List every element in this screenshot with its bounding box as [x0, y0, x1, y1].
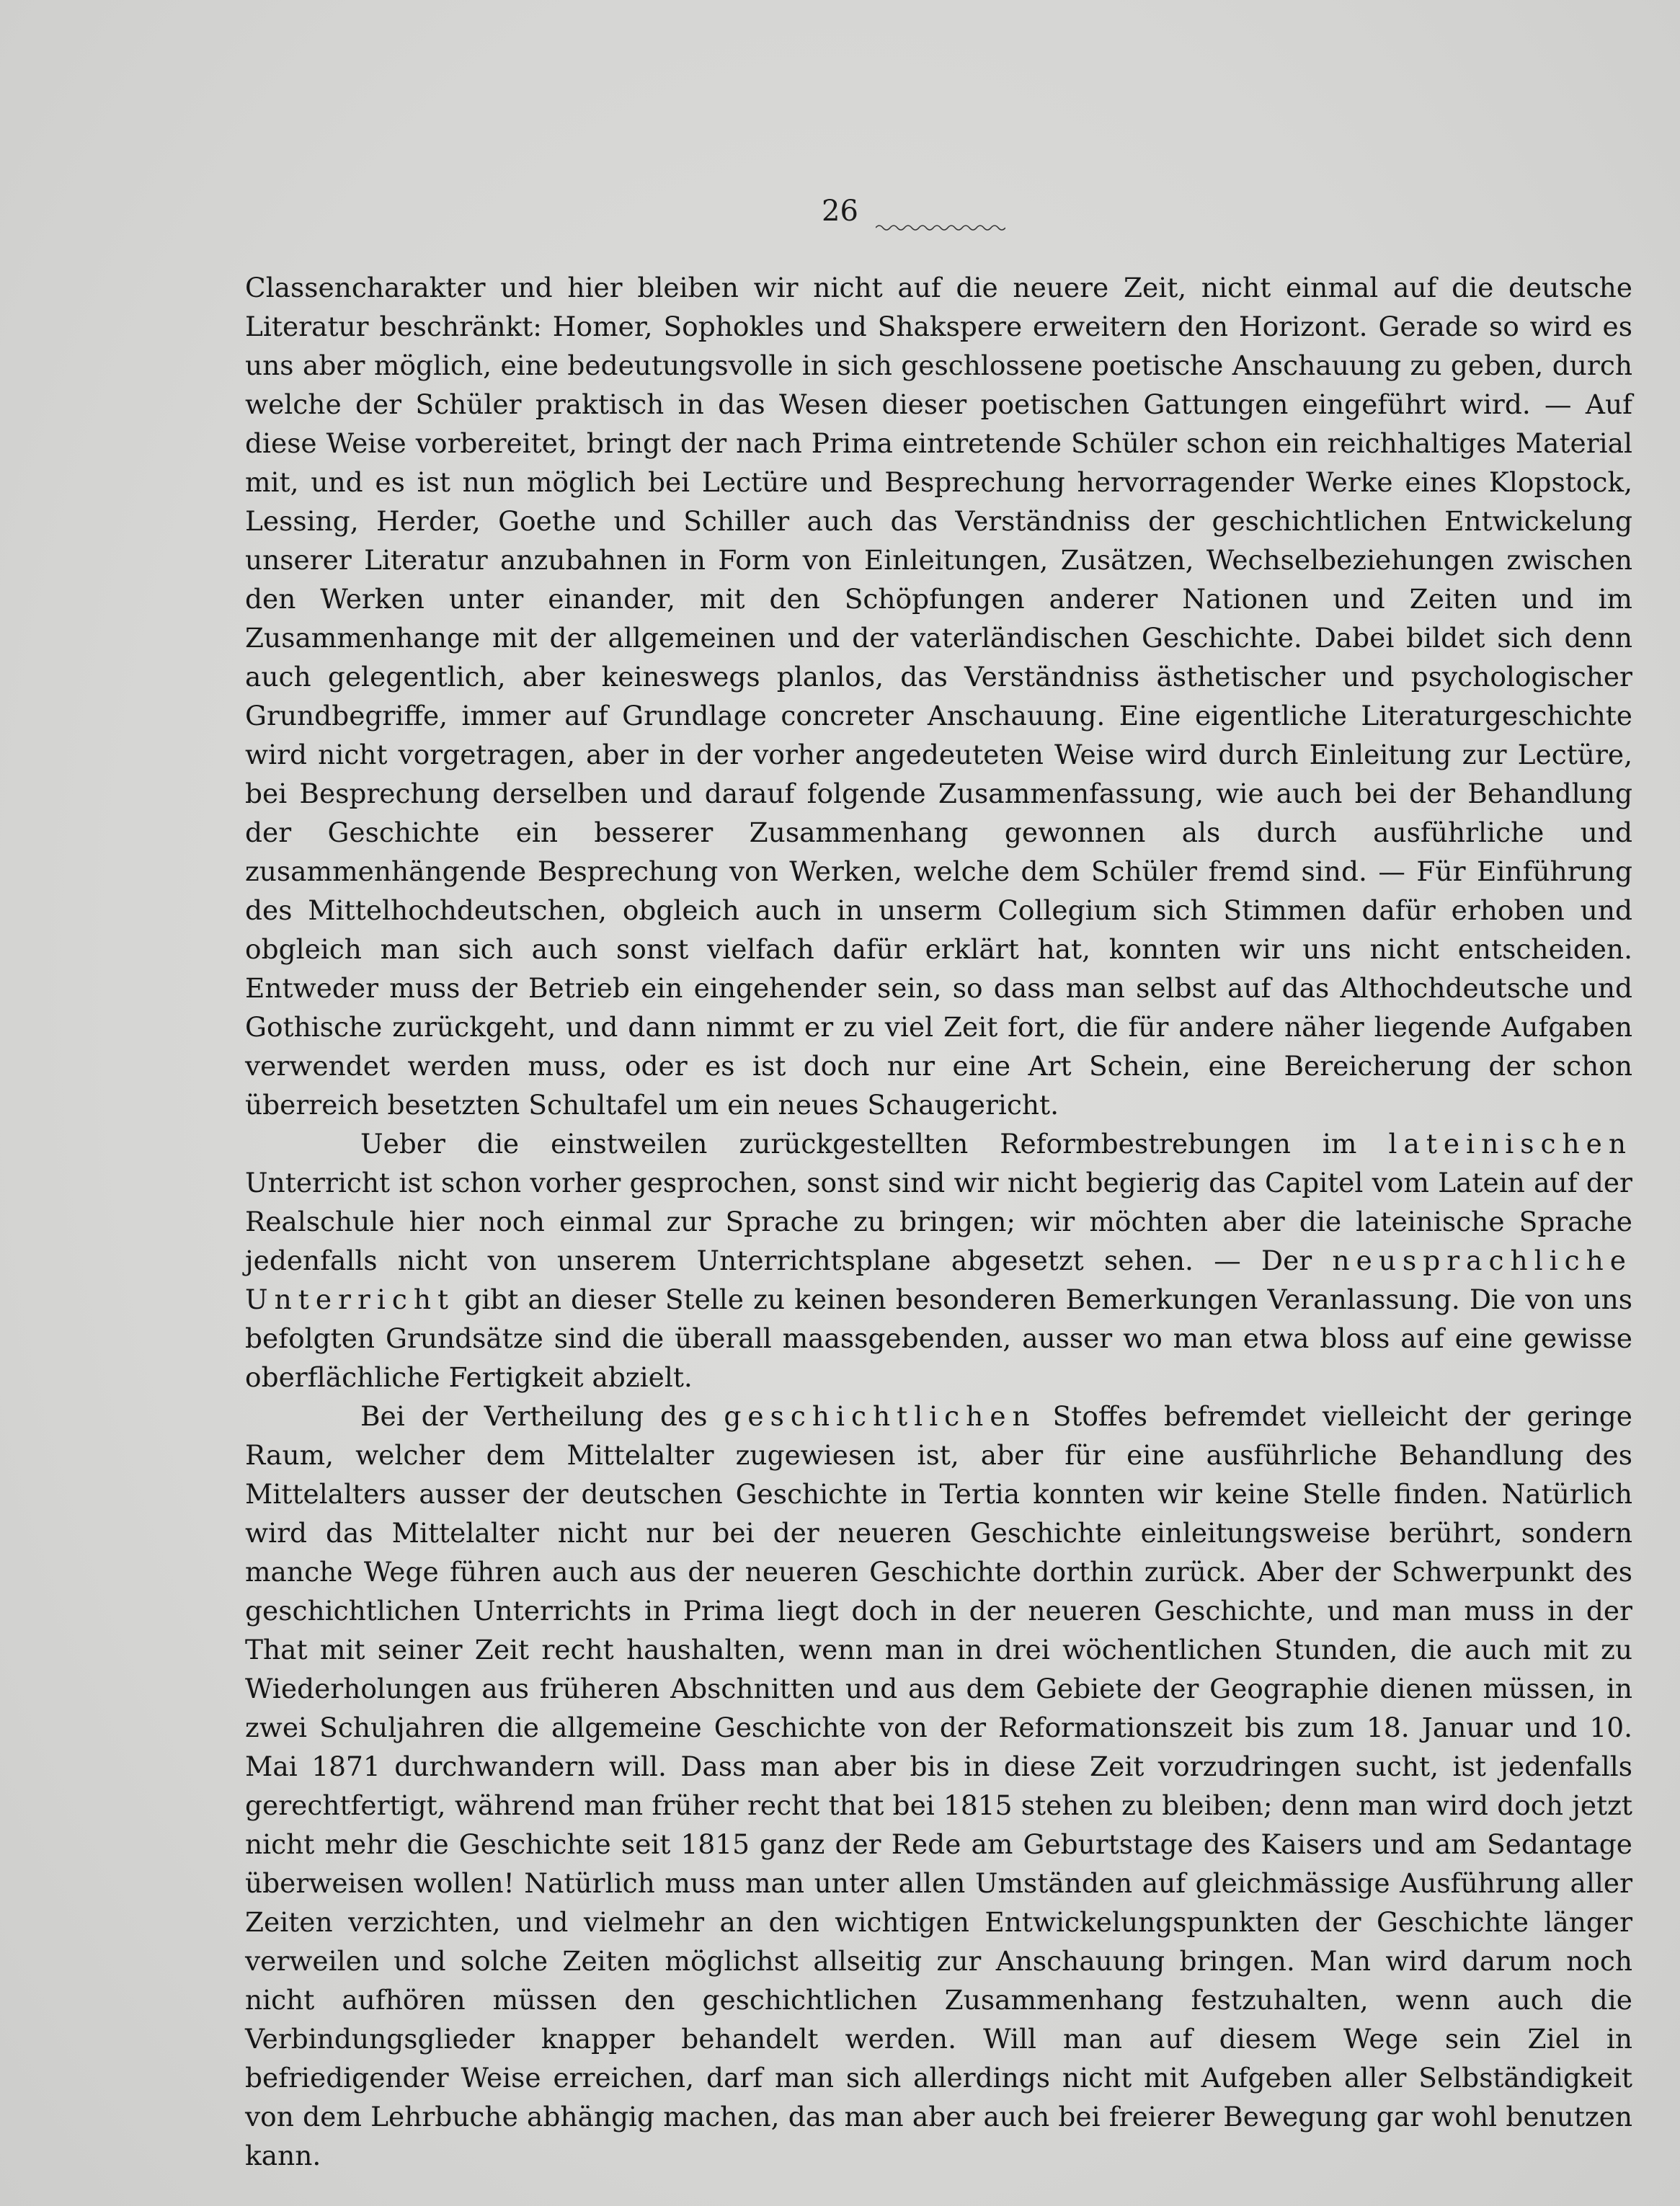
- spaced-emphasis-lateinischen: lateinischen: [1388, 1128, 1632, 1160]
- paragraph-history: [245, 1397, 1632, 2175]
- paragraph-text: Bei der Vertheilung des: [360, 1400, 724, 1432]
- paragraph-text: Stoffes befremdet vielleicht der geringe Raum, welcher dem Mittelalter zugewiesen ist, aber für eine ausführliche Behandlung des Mittelalters ausser der deutschen Geschichte in Tertia konnten wir keine Stelle finden. Natürlich wird das Mittelalter nicht nur bei der neueren Geschichte einleitungsweise berührt, sondern manche Wege führen auch aus der neueren Geschichte dorthin zurück. Aber der Schwerpunkt des geschichtlichen Unterrichts in Prima liegt doch in der neueren Geschichte, und man muss in der That mit seiner Zeit recht haushalten, wenn man in drei wöchentlichen Stunden, die auch mit zu Wiederholungen aus früheren Abschnitten und aus dem Gebiete der Geographie dienen müssen, in zwei Schuljahren die allgemeine Geschichte von der Reformationszeit bis zum 18. Januar und 10. Mai 1871 durchwandern will. Dass man aber bis in diese Zeit vorzudringen sucht, ist jedenfalls gerechtfertigt, während man früher recht that bei 1815 stehen zu bleiben; denn man wird doch jetzt nicht mehr die Geschichte seit 1815 ganz der Rede am Geburtstage des Kaisers und am Sedantage überweisen wollen! Natürlich muss man unter allen Umständen auf gleichmässige Ausführung aller Zeiten verzichten, und vielmehr an den wichtigen Entwickelungspunkten der Geschichte länger verweilen und solche Zeiten möglichst allseitig zur Anschauung bringen. Man wird darum noch nicht aufhören müssen den geschichtlichen Zusammenhang festzuhalten, wenn auch die Verbindungsglieder knapper behandelt werden. Will man auf diesem Wege sein Ziel in befriedigender Weise erreichen, darf man sich allerdings nicht mit Aufgeben aller Selbständigkeit von dem Lehrbuche abhängig machen, das man aber auch bei freierer Bewegung gar wohl benutzen kann.: [245, 1400, 1632, 2171]
- paragraph-latin-modern-languages: [245, 1124, 1632, 1397]
- paragraph-text: Ueber die einstweilen zurückgestellten Reformbestrebungen im: [360, 1128, 1389, 1160]
- paragraph-literature: Classencharakter und hier bleiben wir nicht auf die neuere Zeit, nicht einmal auf die deutsche Literatur beschränkt: Homer, Sophokles und Shakspere erweitern den Horizont. Gerade so wird es uns aber möglich, eine bedeutungsvolle in sich geschlossene poetische Anschauung zu geben, durch welche der Schüler praktisch in das Wesen dieser poetischen Gattungen eingeführt wird. — Auf diese Weise vorbereitet, bringt der nach Prima eintretende Schüler schon ein reichhaltiges Material mit, und es ist nun möglich bei Lectüre und Besprechung hervorragender Werke eines Klopstock, Lessing, Herder, Goethe und Schiller auch das Verständniss der geschichtlichen Entwickelung unserer Literatur anzubahnen in Form von Einleitungen, Zusätzen, Wechselbeziehungen zwischen den Werken unter einander, mit den Schöpfungen anderer Nationen und Zeiten und im Zusammenhange mit der allgemeinen und der vaterländischen Geschichte. Dabei bildet sich denn auch gelegentlich, aber keineswegs planlos, das Verständniss ästhetischer und psychologischer Grundbegriffe, immer auf Grundlage concreter Anschauung. Eine eigentliche Literaturgeschichte wird nicht vorgetragen, aber in der vorher angedeuteten Weise wird durch Einleitung zur Lectüre, bei Besprechung derselben und darauf folgende Zusammenfassung, wie auch bei der Behandlung der Geschichte ein besserer Zusammenhang gewonnen als durch ausführliche und zusammenhängende Besprechung von Werken, welche dem Schüler fremd sind. — Für Einführung des Mittelhochdeutschen, obgleich auch in unserm Collegium sich Stimmen dafür erhoben und obgleich man sich auch sonst vielfach dafür erklärt hat, konnten wir uns nicht entscheiden. Entweder muss der Betrieb ein eingehender sein, so dass man selbst auf das Althochdeutsche und Gothische zurückgeht, und dann nimmt er zu viel Zeit fort, die für andere näher liegende Aufgaben verwendet werden muss, oder es ist doch nur eine Art Schein, eine Bereicherung der schon überreich besetzten Schultafel um ein neues Schaugericht.: [245, 272, 1632, 1121]
- spaced-emphasis-geschichtlichen: geschichtlichen: [724, 1400, 1036, 1432]
- body-text: [245, 268, 1632, 2175]
- page-number-ornament: [876, 223, 1005, 232]
- paragraph-text: Unterricht ist schon vorher gesprochen, sonst sind wir nicht begierig das Capitel vom Latein auf der Realschule hier noch einmal zur Sprache zu bringen; wir möchten aber die lateinische Sprache jedenfalls nicht von unserem Unterrichtsplane abgesetzt sehen. — Der: [245, 1167, 1632, 1276]
- spaced-emphasis-neusprachliche: neusprachliche Unterricht: [245, 1245, 1632, 1315]
- paragraph-text: gibt an dieser Stelle zu keinen besonderen Bemerkungen Veranlassung. Die von uns befolgten Grundsätze sind die überall maassgebenden, ausser wo man etwa bloss auf eine gewisse oberflächliche Fertigkeit abzielt.: [245, 1284, 1632, 1393]
- page-number: 26: [822, 195, 858, 228]
